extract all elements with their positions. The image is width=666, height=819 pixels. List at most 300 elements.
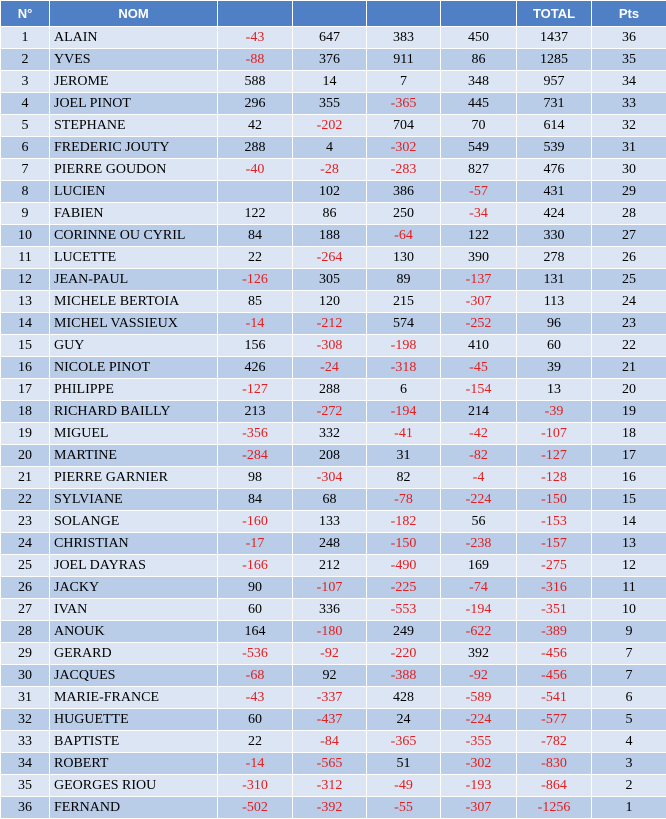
- points-cell: 11: [592, 577, 666, 599]
- total-cell: 476: [517, 159, 592, 181]
- name-cell: GERARD: [50, 643, 218, 665]
- score-2-cell: 188: [293, 225, 367, 247]
- score-3-cell: 31: [367, 445, 441, 467]
- rank-cell: 1: [1, 27, 50, 49]
- table-row: [1, 753, 666, 775]
- score-3-cell: 7: [367, 71, 441, 93]
- header-total: TOTAL: [517, 1, 592, 27]
- score-4-cell: -302: [441, 753, 517, 775]
- points-cell: 13: [592, 533, 666, 555]
- table-row: [1, 401, 666, 423]
- table-row: [1, 643, 666, 665]
- score-1-cell: -126: [218, 269, 293, 291]
- name-cell: YVES: [50, 49, 218, 71]
- name-cell: MARTINE: [50, 445, 218, 467]
- score-1-cell: -127: [218, 379, 293, 401]
- rank-cell: 35: [1, 775, 50, 797]
- rank-cell: 3: [1, 71, 50, 93]
- table-row: [1, 775, 666, 797]
- score-1-cell: 156: [218, 335, 293, 357]
- header-row: [1, 1, 666, 27]
- score-4-cell: 549: [441, 137, 517, 159]
- name-cell: SYLVIANE: [50, 489, 218, 511]
- table-row: [1, 335, 666, 357]
- score-1-cell: 60: [218, 709, 293, 731]
- table-row: [1, 511, 666, 533]
- total-cell: 1285: [517, 49, 592, 71]
- name-cell: CORINNE OU CYRIL: [50, 225, 218, 247]
- header-points: Pts: [592, 1, 666, 27]
- score-4-cell: -252: [441, 313, 517, 335]
- rank-cell: 19: [1, 423, 50, 445]
- points-cell: 34: [592, 71, 666, 93]
- table-row: [1, 423, 666, 445]
- score-3-cell: 911: [367, 49, 441, 71]
- score-1-cell: -40: [218, 159, 293, 181]
- rank-cell: 27: [1, 599, 50, 621]
- table-row: [1, 93, 666, 115]
- score-2-cell: 248: [293, 533, 367, 555]
- points-cell: 24: [592, 291, 666, 313]
- total-cell: 431: [517, 181, 592, 203]
- total-cell: -830: [517, 753, 592, 775]
- table-row: [1, 621, 666, 643]
- score-4-cell: -355: [441, 731, 517, 753]
- points-cell: 9: [592, 621, 666, 643]
- score-4-cell: 70: [441, 115, 517, 137]
- points-cell: 35: [592, 49, 666, 71]
- points-cell: 3: [592, 753, 666, 775]
- score-1-cell: -284: [218, 445, 293, 467]
- points-cell: 25: [592, 269, 666, 291]
- table-row: [1, 313, 666, 335]
- score-2-cell: 92: [293, 665, 367, 687]
- header-rank: N°: [1, 1, 50, 27]
- score-4-cell: -589: [441, 687, 517, 709]
- name-cell: GUY: [50, 335, 218, 357]
- score-1-cell: [218, 181, 293, 203]
- score-4-cell: -194: [441, 599, 517, 621]
- score-3-cell: 704: [367, 115, 441, 137]
- score-3-cell: -225: [367, 577, 441, 599]
- rank-cell: 24: [1, 533, 50, 555]
- total-cell: 731: [517, 93, 592, 115]
- score-3-cell: 24: [367, 709, 441, 731]
- name-cell: MICHEL VASSIEUX: [50, 313, 218, 335]
- score-2-cell: -304: [293, 467, 367, 489]
- score-3-cell: -318: [367, 357, 441, 379]
- total-cell: -275: [517, 555, 592, 577]
- score-2-cell: 332: [293, 423, 367, 445]
- score-4-cell: -224: [441, 489, 517, 511]
- score-3-cell: -182: [367, 511, 441, 533]
- score-2-cell: -392: [293, 797, 367, 819]
- score-2-cell: 68: [293, 489, 367, 511]
- score-1-cell: -88: [218, 49, 293, 71]
- score-4-cell: -307: [441, 797, 517, 819]
- score-1-cell: 42: [218, 115, 293, 137]
- points-cell: 5: [592, 709, 666, 731]
- score-3-cell: 428: [367, 687, 441, 709]
- name-cell: ALAIN: [50, 27, 218, 49]
- total-cell: -128: [517, 467, 592, 489]
- points-cell: 31: [592, 137, 666, 159]
- score-4-cell: 169: [441, 555, 517, 577]
- name-cell: PIERRE GOUDON: [50, 159, 218, 181]
- points-cell: 36: [592, 27, 666, 49]
- table-row: [1, 467, 666, 489]
- points-cell: 16: [592, 467, 666, 489]
- score-4-cell: -193: [441, 775, 517, 797]
- score-3-cell: -388: [367, 665, 441, 687]
- score-2-cell: 4: [293, 137, 367, 159]
- score-3-cell: -64: [367, 225, 441, 247]
- name-cell: MIGUEL: [50, 423, 218, 445]
- rank-cell: 4: [1, 93, 50, 115]
- name-cell: GEORGES RIOU: [50, 775, 218, 797]
- score-4-cell: -57: [441, 181, 517, 203]
- rank-cell: 22: [1, 489, 50, 511]
- score-2-cell: 336: [293, 599, 367, 621]
- points-cell: 19: [592, 401, 666, 423]
- table-row: [1, 49, 666, 71]
- score-4-cell: -238: [441, 533, 517, 555]
- score-3-cell: 250: [367, 203, 441, 225]
- score-1-cell: 84: [218, 225, 293, 247]
- score-2-cell: 86: [293, 203, 367, 225]
- points-cell: 10: [592, 599, 666, 621]
- total-cell: 113: [517, 291, 592, 313]
- rank-cell: 9: [1, 203, 50, 225]
- score-4-cell: 450: [441, 27, 517, 49]
- score-1-cell: -43: [218, 27, 293, 49]
- name-cell: JOEL DAYRAS: [50, 555, 218, 577]
- score-4-cell: -4: [441, 467, 517, 489]
- score-3-cell: 6: [367, 379, 441, 401]
- score-1-cell: -536: [218, 643, 293, 665]
- score-2-cell: -272: [293, 401, 367, 423]
- score-3-cell: 51: [367, 753, 441, 775]
- score-3-cell: -365: [367, 731, 441, 753]
- name-cell: NICOLE PINOT: [50, 357, 218, 379]
- table-row: [1, 687, 666, 709]
- rank-cell: 33: [1, 731, 50, 753]
- rank-cell: 30: [1, 665, 50, 687]
- score-2-cell: -565: [293, 753, 367, 775]
- name-cell: CHRISTIAN: [50, 533, 218, 555]
- score-3-cell: -365: [367, 93, 441, 115]
- score-2-cell: 376: [293, 49, 367, 71]
- table-row: [1, 27, 666, 49]
- score-4-cell: -34: [441, 203, 517, 225]
- total-cell: 1437: [517, 27, 592, 49]
- points-cell: 20: [592, 379, 666, 401]
- table-row: [1, 225, 666, 247]
- score-3-cell: 215: [367, 291, 441, 313]
- score-3-cell: 130: [367, 247, 441, 269]
- points-cell: 26: [592, 247, 666, 269]
- rank-cell: 23: [1, 511, 50, 533]
- score-2-cell: 305: [293, 269, 367, 291]
- score-4-cell: -42: [441, 423, 517, 445]
- rank-cell: 14: [1, 313, 50, 335]
- name-cell: MARIE-FRANCE: [50, 687, 218, 709]
- score-4-cell: 392: [441, 643, 517, 665]
- points-cell: 14: [592, 511, 666, 533]
- score-1-cell: -502: [218, 797, 293, 819]
- points-cell: 29: [592, 181, 666, 203]
- total-cell: -541: [517, 687, 592, 709]
- score-4-cell: 410: [441, 335, 517, 357]
- score-1-cell: -310: [218, 775, 293, 797]
- points-cell: 28: [592, 203, 666, 225]
- score-1-cell: 164: [218, 621, 293, 643]
- score-1-cell: -68: [218, 665, 293, 687]
- points-cell: 22: [592, 335, 666, 357]
- total-cell: 60: [517, 335, 592, 357]
- table-row: [1, 665, 666, 687]
- rank-cell: 34: [1, 753, 50, 775]
- points-cell: 7: [592, 643, 666, 665]
- score-3-cell: -150: [367, 533, 441, 555]
- score-2-cell: -337: [293, 687, 367, 709]
- table-row: [1, 797, 666, 819]
- score-3-cell: 574: [367, 313, 441, 335]
- table-row: [1, 203, 666, 225]
- score-1-cell: 122: [218, 203, 293, 225]
- score-1-cell: -14: [218, 753, 293, 775]
- score-3-cell: 82: [367, 467, 441, 489]
- rank-cell: 5: [1, 115, 50, 137]
- score-4-cell: -74: [441, 577, 517, 599]
- total-cell: -39: [517, 401, 592, 423]
- name-cell: LUCETTE: [50, 247, 218, 269]
- points-cell: 33: [592, 93, 666, 115]
- name-cell: FABIEN: [50, 203, 218, 225]
- total-cell: 614: [517, 115, 592, 137]
- rank-cell: 28: [1, 621, 50, 643]
- score-3-cell: -198: [367, 335, 441, 357]
- points-cell: 18: [592, 423, 666, 445]
- score-3-cell: -220: [367, 643, 441, 665]
- table-row: [1, 357, 666, 379]
- score-4-cell: -82: [441, 445, 517, 467]
- table-row: [1, 181, 666, 203]
- score-2-cell: -92: [293, 643, 367, 665]
- rank-cell: 17: [1, 379, 50, 401]
- score-2-cell: 288: [293, 379, 367, 401]
- rank-cell: 31: [1, 687, 50, 709]
- points-cell: 30: [592, 159, 666, 181]
- points-cell: 2: [592, 775, 666, 797]
- score-1-cell: -17: [218, 533, 293, 555]
- points-cell: 23: [592, 313, 666, 335]
- rank-cell: 26: [1, 577, 50, 599]
- score-1-cell: -166: [218, 555, 293, 577]
- score-4-cell: 390: [441, 247, 517, 269]
- score-1-cell: -14: [218, 313, 293, 335]
- score-3-cell: -49: [367, 775, 441, 797]
- name-cell: ROBERT: [50, 753, 218, 775]
- score-2-cell: -437: [293, 709, 367, 731]
- table-row: [1, 159, 666, 181]
- name-cell: ANOUK: [50, 621, 218, 643]
- total-cell: -864: [517, 775, 592, 797]
- table-body: [1, 27, 666, 819]
- total-cell: 424: [517, 203, 592, 225]
- score-4-cell: 122: [441, 225, 517, 247]
- points-cell: 27: [592, 225, 666, 247]
- table-row: [1, 555, 666, 577]
- score-3-cell: -490: [367, 555, 441, 577]
- score-2-cell: 355: [293, 93, 367, 115]
- name-cell: IVAN: [50, 599, 218, 621]
- score-1-cell: -160: [218, 511, 293, 533]
- table-row: [1, 709, 666, 731]
- points-cell: 15: [592, 489, 666, 511]
- score-4-cell: 86: [441, 49, 517, 71]
- rank-cell: 13: [1, 291, 50, 313]
- table-row: [1, 291, 666, 313]
- score-4-cell: 445: [441, 93, 517, 115]
- name-cell: JEAN-PAUL: [50, 269, 218, 291]
- name-cell: JEROME: [50, 71, 218, 93]
- total-cell: 330: [517, 225, 592, 247]
- score-2-cell: 14: [293, 71, 367, 93]
- score-1-cell: 98: [218, 467, 293, 489]
- name-cell: LUCIEN: [50, 181, 218, 203]
- rank-cell: 36: [1, 797, 50, 819]
- score-4-cell: 348: [441, 71, 517, 93]
- score-4-cell: -307: [441, 291, 517, 313]
- name-cell: FREDERIC JOUTY: [50, 137, 218, 159]
- score-3-cell: 383: [367, 27, 441, 49]
- name-cell: MICHELE BERTOIA: [50, 291, 218, 313]
- total-cell: 131: [517, 269, 592, 291]
- table-row: [1, 247, 666, 269]
- rank-cell: 21: [1, 467, 50, 489]
- total-cell: -1256: [517, 797, 592, 819]
- name-cell: JOEL PINOT: [50, 93, 218, 115]
- table-row: [1, 379, 666, 401]
- total-cell: -782: [517, 731, 592, 753]
- points-cell: 17: [592, 445, 666, 467]
- rank-cell: 12: [1, 269, 50, 291]
- score-3-cell: -283: [367, 159, 441, 181]
- total-cell: -153: [517, 511, 592, 533]
- points-cell: 21: [592, 357, 666, 379]
- rank-cell: 18: [1, 401, 50, 423]
- points-cell: 6: [592, 687, 666, 709]
- score-2-cell: 647: [293, 27, 367, 49]
- rank-cell: 25: [1, 555, 50, 577]
- rank-cell: 15: [1, 335, 50, 357]
- table-row: [1, 731, 666, 753]
- score-3-cell: -41: [367, 423, 441, 445]
- score-1-cell: 85: [218, 291, 293, 313]
- score-1-cell: 213: [218, 401, 293, 423]
- name-cell: PHILIPPE: [50, 379, 218, 401]
- points-cell: 4: [592, 731, 666, 753]
- name-cell: BAPTISTE: [50, 731, 218, 753]
- score-2-cell: 102: [293, 181, 367, 203]
- score-4-cell: -224: [441, 709, 517, 731]
- rank-cell: 29: [1, 643, 50, 665]
- score-4-cell: -154: [441, 379, 517, 401]
- rank-cell: 16: [1, 357, 50, 379]
- points-cell: 7: [592, 665, 666, 687]
- score-3-cell: 89: [367, 269, 441, 291]
- total-cell: -577: [517, 709, 592, 731]
- score-4-cell: 827: [441, 159, 517, 181]
- total-cell: -456: [517, 643, 592, 665]
- total-cell: -150: [517, 489, 592, 511]
- score-3-cell: 386: [367, 181, 441, 203]
- score-3-cell: -194: [367, 401, 441, 423]
- score-2-cell: -84: [293, 731, 367, 753]
- rank-cell: 2: [1, 49, 50, 71]
- score-1-cell: 426: [218, 357, 293, 379]
- total-cell: -316: [517, 577, 592, 599]
- score-3-cell: -55: [367, 797, 441, 819]
- score-2-cell: 212: [293, 555, 367, 577]
- total-cell: -107: [517, 423, 592, 445]
- table-row: [1, 71, 666, 93]
- score-2-cell: -264: [293, 247, 367, 269]
- header-score-1: [218, 1, 293, 27]
- name-cell: FERNAND: [50, 797, 218, 819]
- table-row: [1, 489, 666, 511]
- score-4-cell: 56: [441, 511, 517, 533]
- score-1-cell: 288: [218, 137, 293, 159]
- score-4-cell: 214: [441, 401, 517, 423]
- table-row: [1, 269, 666, 291]
- score-4-cell: -622: [441, 621, 517, 643]
- total-cell: -127: [517, 445, 592, 467]
- score-1-cell: -43: [218, 687, 293, 709]
- score-2-cell: 208: [293, 445, 367, 467]
- name-cell: RICHARD BAILLY: [50, 401, 218, 423]
- rank-cell: 6: [1, 137, 50, 159]
- name-cell: JACKY: [50, 577, 218, 599]
- points-cell: 12: [592, 555, 666, 577]
- score-1-cell: 60: [218, 599, 293, 621]
- score-1-cell: 22: [218, 247, 293, 269]
- table-row: [1, 115, 666, 137]
- header-score-3: [367, 1, 441, 27]
- name-cell: PIERRE GARNIER: [50, 467, 218, 489]
- total-cell: 96: [517, 313, 592, 335]
- table-row: [1, 577, 666, 599]
- name-cell: STEPHANE: [50, 115, 218, 137]
- total-cell: 39: [517, 357, 592, 379]
- rank-cell: 11: [1, 247, 50, 269]
- name-cell: SOLANGE: [50, 511, 218, 533]
- score-4-cell: -45: [441, 357, 517, 379]
- header-score-4: [441, 1, 517, 27]
- total-cell: 957: [517, 71, 592, 93]
- score-2-cell: -28: [293, 159, 367, 181]
- score-4-cell: -92: [441, 665, 517, 687]
- score-2-cell: -180: [293, 621, 367, 643]
- score-3-cell: -553: [367, 599, 441, 621]
- score-1-cell: 84: [218, 489, 293, 511]
- total-cell: -351: [517, 599, 592, 621]
- rank-cell: 20: [1, 445, 50, 467]
- table-row: [1, 445, 666, 467]
- total-cell: -389: [517, 621, 592, 643]
- total-cell: -456: [517, 665, 592, 687]
